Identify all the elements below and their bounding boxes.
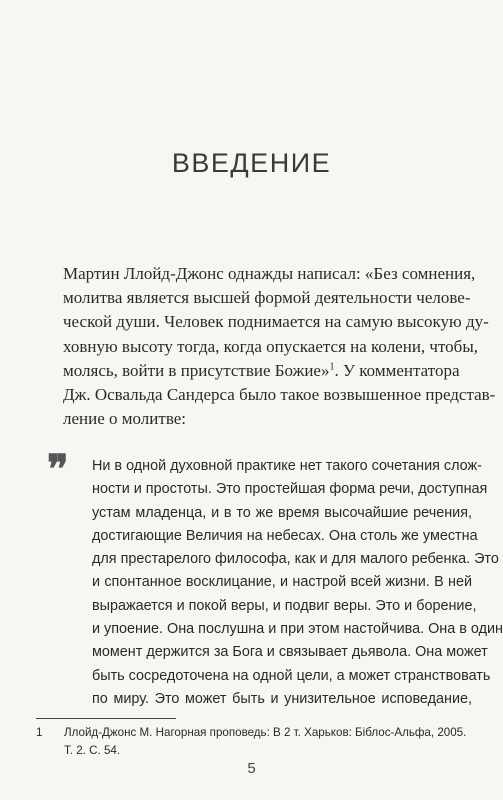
intro-line-tail: . У комментатора [334, 360, 460, 380]
quote-line: устам младенца, и в то же время высочайшие речения, [92, 504, 472, 521]
intro-line-text: молясь, войти в присутствие Божие» [63, 360, 330, 380]
intro-line: ческой души. Человек поднимается на самую высокую ду- [63, 312, 489, 332]
footnote-text: Ллойд-Джонс М. Нагорная проповедь: В 2 т. Харьков: Біблос-Альфа, 2005. Т. 2. С. 54. [64, 726, 467, 757]
page-number: 5 [247, 760, 256, 777]
footnote-reference[interactable]: 1 [329, 361, 335, 373]
quote-line: выражается и покой веры, и подвиг веры. Это и борение, [92, 597, 477, 614]
quote-line: ности и простоты. Это простейшая форма речи, доступная [92, 481, 488, 498]
footnote-divider [36, 718, 176, 719]
quote-line: для престарелого философа, как и для малого ребенка. Это [92, 551, 499, 568]
intro-line: Дж. Освальда Сандерса было такое возвышенное представ- [63, 384, 496, 404]
intro-line: ление о молитве: [63, 409, 187, 429]
quote-line: момент держится за Бога и связывает дьявола. Она может [92, 644, 488, 661]
quote-line: Ни в одной духовной практике нет такого сочетания слож- [92, 458, 482, 474]
block-quote [92, 455, 503, 711]
intro-paragraph [63, 262, 496, 431]
intro-line [63, 359, 458, 383]
footnote-number: 1 [36, 726, 43, 739]
quote-line: достигающие Величия на небесах. Она столь же уместна [92, 527, 478, 544]
quote-line: по миру. Это может быть и унизительное исповедание, [92, 690, 472, 707]
quote-line: и спонтанное восклицание, и настрой всей жизни. В ней [92, 574, 472, 591]
quote-line: быть сосредоточена на одной цели, а может странствовать [92, 667, 491, 684]
intro-line: Мартин Ллойд-Джонс однажды написал: «Без сомнения, [63, 264, 476, 283]
intro-line: ховную высоту тогда, когда опускается на колени, чтобы, [63, 336, 478, 356]
intro-line: молитва является высшей формой деятельности челове- [63, 288, 471, 308]
chapter-title: ВВЕДЕНИЕ [171, 148, 332, 178]
quote-line: и упоение. Она послушна и при этом настойчива. Она в один [92, 621, 503, 638]
quotation-mark-icon: ❞ [47, 447, 69, 492]
